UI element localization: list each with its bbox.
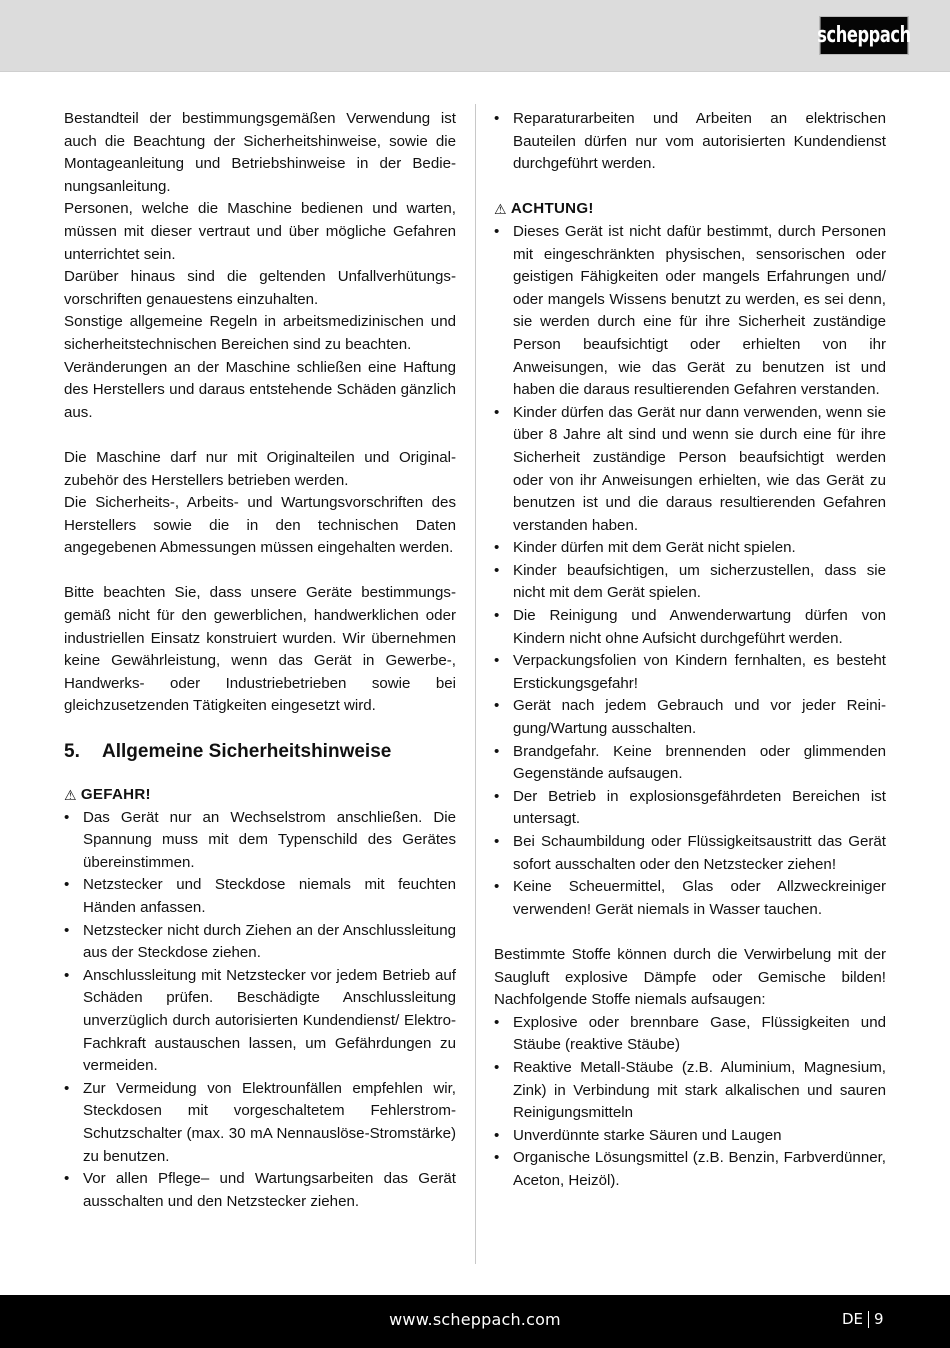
list-item-text: Dieses Gerät ist nicht dafür bestimmt, durch Personen mit eingeschränkten physischen, sensorischen oder geistigen Fähigkeiten oder mangels Erfahrungen und/ oder mangels Wissens benutzt zu werden, es sei denn, sie werden durch eine für ihre Sicherheit zuständige Person beaufsichtigt oder erhielten von ihr Anweisungen, wie das Gerät zu benutzen ist und haben die daraus resultierenden Gefahren verstanden. [513, 222, 886, 399]
intro-paragraph: Darüber hinaus sind die geltenden Unfallverhütungsvorschriften genauestens einzuhalten. [64, 268, 456, 308]
list-item [494, 1147, 886, 1192]
bullet-icon: • [494, 742, 500, 760]
list-item-text: Zur Vermeidung von Elektrounfällen empfehlen wir, Steckdosen mit vorgeschaltetem Fehlerstrom-Schutzschalter (max. 30 mA Nennauslöse-Stromstärke) zu benutzen. [83, 1079, 456, 1165]
bullet-icon: • [64, 921, 70, 939]
bullet-icon: • [64, 966, 70, 984]
page-footer [0, 1295, 950, 1348]
bullet-icon: • [494, 1126, 500, 1144]
danger-label: GEFAHR! [80, 786, 151, 804]
list-item [494, 741, 886, 786]
list-item-text: Vor allen Pflege– und Wartungsarbeiten das Gerät ausschalten und den Netzstecker ziehen. [83, 1170, 456, 1210]
list-item [494, 221, 886, 402]
bullet-icon: • [494, 787, 500, 805]
bullet-icon: • [494, 561, 500, 579]
list-item [494, 1125, 886, 1148]
repair-list [494, 108, 886, 176]
bullet-icon: • [64, 808, 70, 826]
list-item-text: Kinder beaufsichtigen, um sicherzustellen, dass sie nicht mit dem Gerät spielen. [513, 561, 886, 602]
bullet-icon: • [64, 1170, 70, 1188]
list-item-text: Unverdünnte starke Säuren und Laugen [513, 1126, 782, 1144]
list-item [494, 650, 886, 695]
list-item-text: Explosive oder brennbare Gase, Flüssigkeiten und Stäube (reaktive Stäube) [513, 1013, 886, 1054]
caution-label: ACHTUNG! [510, 200, 594, 218]
warning-triangle-icon: ⚠ [64, 787, 77, 804]
bullet-icon: • [494, 652, 500, 670]
section-title: Allgemeine Sicherheitshinweise [102, 741, 392, 763]
list-item [494, 537, 886, 560]
list-item-text: Bei Schaumbildung oder Flüssigkeitsaustritt das Gerät sofort ausschalten oder den Netzstecker ziehen! [513, 833, 886, 873]
bullet-icon: • [494, 697, 500, 715]
bullet-icon: • [494, 833, 500, 850]
list-item-text: Organische Lösungsmittel (z.B. Benzin, Farbverdünner, Aceton, Heizöl). [513, 1149, 886, 1189]
list-item-text: Anschlussleitung mit Netzstecker vor jedem Betrieb auf Schäden prüfen. Beschädigte Anschlussleitung unverzüglich durch autorisierten Kundendienst/ Elektro-Fachkraft austauschen lassen, um Gefährdungen zu vermeiden. [83, 966, 456, 1075]
list-item-text: Der Betrieb in explosionsgefährdeten Bereichen ist untersagt. [513, 787, 886, 828]
list-item-text: Reaktive Metall-Stäube (z.B. Aluminium, Magnesium, Zink) in Verbindung mit stark alkalischen und sauren Reinigungsmitteln [513, 1058, 886, 1122]
right-column [494, 108, 886, 1193]
list-item [494, 560, 886, 605]
bullet-icon: • [494, 878, 500, 896]
page-number: 9 [874, 1310, 884, 1328]
list-item-text: Brandgefahr. Keine brennenden oder glimmenden Gegenstände aufsaugen. [513, 742, 886, 783]
list-item [494, 876, 886, 921]
list-item-text: Reparaturarbeiten und Arbeiten an elektrischen Bauteilen dürfen nur vom autorisierten Kundendienst durchgeführt werden. [513, 110, 886, 173]
list-item [494, 1012, 886, 1057]
intro-paragraph: Bestandteil der bestimmungsgemäßen Verwendung ist auch die Beachtung der Sicherheitshinweise, sowie die Montageanleitung und Betriebshinweise in der Bedienungsanleitung. [64, 110, 456, 195]
caution-heading [494, 198, 886, 221]
list-item-text: Keine Scheuermittel, Glas oder Allzweckreiniger verwenden! Gerät niemals in Wasser tauchen. [513, 878, 886, 918]
list-item [494, 786, 886, 831]
list-item [64, 920, 456, 965]
list-item-text: Netzstecker nicht durch Ziehen an der Anschlussleitung aus der Steckdose ziehen. [83, 921, 456, 962]
caution-list [494, 221, 886, 921]
bullet-icon: • [64, 1079, 70, 1097]
list-item [494, 605, 886, 650]
danger-list [64, 807, 456, 1214]
list-item [494, 402, 886, 538]
parts-paragraph: Die Maschine darf nur mit Originalteilen und Originalzubehör des Herstellers betrieben werden. [64, 448, 456, 489]
substances-intro: Bestimmte Stoffe können durch die Verwirbelung mit der Saugluft explosive Dämpfe oder Gemische bilden! Nachfolgende Stoffe niemals aufsaugen: [494, 945, 886, 1009]
bullet-icon: • [494, 607, 500, 625]
intro-paragraph: Personen, welche die Maschine bedienen und warten, müssen mit dieser vertraut und über mögliche Gefahren unterrichtet sein. [64, 200, 456, 263]
list-item [494, 831, 886, 876]
list-item-text: Die Reinigung und Anwenderwartung dürfen von Kindern nicht ohne Aufsicht durchgeführt werden. [513, 607, 886, 647]
scheppach-logo: scheppach [820, 16, 909, 55]
list-item [64, 874, 456, 919]
substances-list [494, 1012, 886, 1193]
list-item-text: Gerät nach jedem Gebrauch und vor jeder Reinigung/Wartung ausschalten. [513, 697, 886, 738]
page-separator [868, 1311, 869, 1328]
usage-paragraph: Bitte beachten Sie, dass unsere Geräte bestimmungsgemäß nicht für den gewerblichen, handwerklichen oder industriellen Einsatz konstruiert wurden. Wir übernehmen keine Gewährleistung, wenn das Gerät in Gewerbe-, Handwerks- oder Industriebetrieben sowie bei gleichzusetzenden Tätigkeiten eingesetzt wird. [64, 584, 456, 715]
list-item-text: Kinder dürfen mit dem Gerät nicht spielen. [513, 539, 796, 557]
list-item [494, 108, 886, 176]
list-item-text: Verpackungsfolien von Kindern fernhalten, es besteht Erstickungsgefahr! [513, 652, 886, 692]
bullet-icon: • [494, 1013, 500, 1031]
list-item [64, 807, 456, 875]
warning-triangle-icon: ⚠ [494, 201, 507, 218]
bullet-icon: • [494, 403, 500, 421]
bullet-icon: • [494, 1058, 500, 1076]
list-item [64, 965, 456, 1078]
page-indicator [842, 1310, 884, 1328]
list-item [64, 1168, 456, 1213]
page-header [0, 0, 950, 72]
bullet-icon: • [494, 1149, 500, 1167]
bullet-icon: • [494, 110, 500, 127]
parts-paragraph: Die Sicherheits-, Arbeits- und Wartungsvorschriften des Herstellers sowie die in den technischen Daten angegebenen Abmessungen müssen eingehalten werden. [64, 494, 456, 557]
language-code: DE [842, 1310, 864, 1328]
list-item [494, 695, 886, 740]
website-link[interactable]: www.scheppach.com [389, 1310, 561, 1329]
intro-paragraph: Sonstige allgemeine Regeln in arbeitsmedizinischen und sicherheitstechnischen Bereichen sind zu beachten. [64, 313, 456, 353]
bullet-icon: • [64, 876, 70, 894]
bullet-icon: • [494, 222, 500, 240]
list-item-text: Das Gerät nur an Wechselstrom anschließen. Die Spannung muss mit dem Typenschild des Gerätes übereinstimmen. [83, 808, 456, 871]
column-divider [475, 104, 476, 1264]
list-item [494, 1057, 886, 1125]
bullet-icon: • [494, 539, 500, 557]
intro-paragraph: Veränderungen an der Maschine schließen eine Haftung des Herstellers und daraus entstehende Schäden gänzlich aus. [64, 358, 456, 421]
section-number: 5. [64, 741, 80, 763]
section-heading [64, 740, 456, 764]
danger-heading [64, 784, 456, 807]
list-item-text: Kinder dürfen das Gerät nur dann verwenden, wenn sie über 8 Jahre alt sind und wenn sie durch eine für ihre Sicherheit zuständige Person beaufsichtigt werden oder von ihr Anweisungen erhielten, wie das Gerät zu benutzen ist und die daraus resultierenden Gefahren verstanden haben. [513, 403, 886, 534]
left-column [64, 108, 456, 1213]
list-item [64, 1078, 456, 1168]
list-item-text: Netzstecker und Steckdose niemals mit feuchten Händen anfassen. [83, 876, 456, 916]
